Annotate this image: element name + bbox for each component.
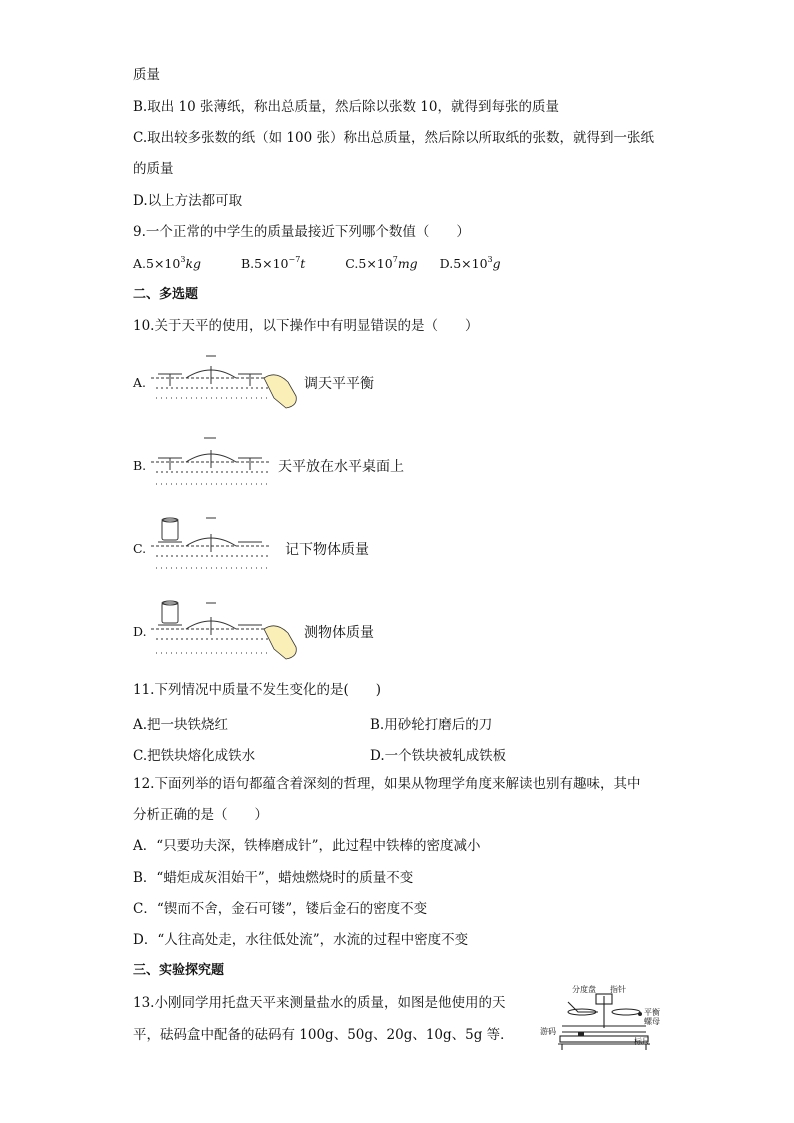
q9-option-b: $B.5\times 10^{-7}t$ (240, 255, 306, 271)
q10-option-a-letter: A. (133, 375, 147, 390)
q10-option-d-letter: D. (133, 624, 147, 639)
q10-option-d-balance-figure (146, 597, 302, 665)
q11-stem: 11.下列情况中质量不发生变化的是( ) (133, 682, 382, 698)
q12-option-c: C．“锲而不舍，金石可镂”，镂后金石的密度不变 (133, 901, 428, 917)
q12-stem-line2: 分析正确的是（ ） (133, 807, 268, 823)
q10-option-c-caption: 记下物体质量 (285, 542, 369, 558)
q8-option-b: B.取出 10 张薄纸，称出总质量，然后除以张数 10，就得到每张的质量 (133, 99, 559, 115)
q13-line2: 平，砝码盒中配备的砝码有 100g、50g、20g、10g、5g 等． (133, 1027, 514, 1043)
q9-stem: 9.一个正常的中学生的质量最接近下列哪个数值（ ） (133, 224, 470, 240)
q13-label-pointer: 指针 (610, 985, 626, 994)
q10-option-b-caption: 天平放在水平桌面上 (278, 459, 404, 475)
q11-option-a: A.把一块铁烧红 (133, 717, 229, 733)
q13-label-scale-pan: 分度盘 (572, 985, 596, 994)
q12-option-b: B．“蜡炬成灰泪始干”，蜡烛燃烧时的质量不变 (133, 870, 414, 886)
section-heading-multiple-choice: 二、多选题 (133, 287, 199, 302)
section-heading-experiment: 三、实验探究题 (133, 963, 225, 978)
q8-option-c-line2: 的质量 (133, 161, 174, 177)
q11-option-b: B.用砂轮打磨后的刀 (370, 717, 493, 733)
q10-stem: 10.关于天平的使用，以下操作中有明显错误的是（ ） (133, 318, 479, 334)
q10-option-a-balance-figure (146, 348, 302, 412)
q10-option-c-balance-figure (146, 514, 276, 580)
q9-option-d: $D.5\times 10^3g$ (439, 255, 501, 271)
q11-option-c: C.把铁块熔化成铁水 (133, 748, 256, 764)
q13-line1: 13.小刚同学用托盘天平来测量盐水的质量，如图是他使用的天 (133, 995, 506, 1011)
q12-option-d: D．“人往高处走，水往低处流”，水流的过程中密度不变 (133, 932, 469, 948)
q10-option-b-letter: B. (133, 458, 147, 473)
q9-option-c: $C.5\times 10^7mg$ (345, 255, 418, 271)
q13-label-balance-nut: 平衡螺母 (644, 1008, 660, 1026)
q9-option-a: $A.5\times 10^3kg$ (133, 255, 202, 271)
q13-label-rider: 游码 (540, 1027, 556, 1036)
q12-stem-line1: 12.下面列举的语句都蕴含着深刻的哲理，如果从物理学角度来解读也别有趣味，其中 (133, 776, 641, 792)
q10-option-c-letter: C. (133, 541, 147, 556)
q11-option-d: D.一个铁块被轧成铁板 (370, 748, 507, 764)
q12-option-a: A．“只要功夫深，铁棒磨成针”，此过程中铁棒的密度减小 (133, 838, 481, 854)
q8-option-a-continuation: 质量 (133, 67, 160, 83)
q13-balance-figure (538, 982, 668, 1058)
q10-option-a-caption: 调天平平衡 (304, 376, 374, 392)
q8-option-d: D.以上方法都可取 (133, 193, 243, 209)
q10-option-d-caption: 测物体质量 (304, 625, 374, 641)
q13-label-beam-scale: 标尺 (634, 1037, 650, 1046)
q8-option-c-line1: C.取出较多张数的纸（如 100 张）称出总质量，然后除以所取纸的张数，就得到一张纸 (133, 130, 654, 146)
q9-options (133, 255, 501, 273)
q10-option-b-balance-figure (146, 432, 276, 496)
